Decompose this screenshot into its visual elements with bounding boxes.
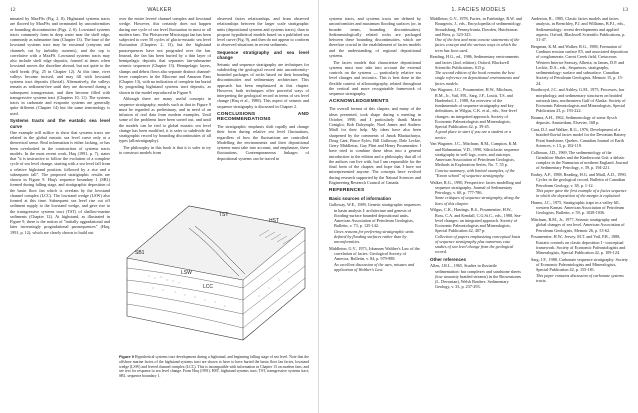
reference-note: Collection of papers emphasizing conceptual basis of sequence stratigraphy plus numerous case studies of sea level change from the geological record. <box>435 233 521 255</box>
figure-label: LCC <box>203 284 214 290</box>
reference-citation: Harms, J.C., 1975, Stratigraphic traps in a valley fill, western Kansas. American Association of Petroleum Geologists, Bulletin, v. 59, p. 1028-1036. <box>531 199 624 216</box>
reference-note: The second edition of the book remains the best single reference on depositional environments and facies models. <box>435 70 520 86</box>
section-heading: REFERENCES <box>329 188 365 194</box>
reference-citation: Galloway, W.E., 1989, Genetic stratigraphic sequences in basin analysis I: architecture and genesis of flooding-surface bounded depositional units. American Association of Petroleum Geologists, Bulletin, v. 73, p. 125-142. <box>329 202 421 229</box>
section-heading: Other references <box>430 257 467 262</box>
paragraph: Although there are many useful concepts in sequence stratigraphy, models such as that in Figure 9 must be regarded as preliminary, and in need of an infusion of real data from modern examples. Until some of the problems have been sorted out, and until the models can be tied to global eustatic sea level change has been modified, it is safer to subdivide the stratigraphic record by bounding discontinuities of all types (allostratigraphy). <box>119 96 211 144</box>
reference-item <box>531 257 628 283</box>
paragraph: The overall format of this chapter, and many of the ideas presented, took shape during a meeting in October, 1990, and I particularly thank Mario Coniglio, Bob Dalrymple, Noel James and Andrew Miall for their help. My ideas have also been sharpened by the comments of Janok Bhattacharya, Doug Cant, Bruce Eyles, Bill Galloway, Dale Leckie, Gerry Middleton, Guy Plint and Henry Posamentier. I have tried to combine these ideas into a general introduction to the edition and a philosophy that all of the authors can live with, but I am responsible for the final form of the chapter, and hope that I have not misrepresented anyone. The concepts have evolved during research supported by the Natural Sciences and Engineering Research Council of Canada. <box>329 106 421 185</box>
reference-item <box>531 200 628 216</box>
reference-citation: Van Wagoner, J.C., Mitchum, R.M., Campion, K.M. and Rahmanian, V.D., 1990, Siliciclastic sequence stratigraphy in well logs, cores, and outcrops. American Association of Petroleum Geologists, Methods in Exploration Series, No. 7, 55 p. <box>430 141 520 168</box>
reference-item <box>430 180 522 206</box>
paragraph: Seismic and sequence stratigraphy are techniques for subdividing the geological record into unconformity-bounded packages of rocks based on their bounding discontinuities and sedimentary architecture. This approach has been emphasized in this chapter. However, both techniques offer powerful ways of interpreting the geological record in terms of sea level change (Haq et al., 1988). This aspect of seismic and sequence stratigraphy is discussed in Chapter 2. <box>217 61 309 109</box>
figure-label: TST <box>219 212 229 218</box>
reference-citation: Reading, H.G., ed., 1986, Sedimentary environments and facies (2nd. edition). Oxford, Blackwell Scientific Publications, 615 p. <box>430 54 519 70</box>
left-column-1 <box>10 16 110 237</box>
left-column-3 <box>217 16 309 163</box>
section-heading: Basic sources of information <box>329 195 392 201</box>
reference-note: This paper contains discussion of carbonate systems tracts. <box>536 272 624 283</box>
reference-item <box>430 207 522 254</box>
reference-citation: Boothroyd, J.C. and Ashley, G.M., 1975, Processes, bar morphology, and sedimentary structures on braided outwash fans, northeastern Gulf of Alaska. Society of Economic Paleontologists and Mineralogists, Special Publication 23, p. 193-222. <box>531 87 626 114</box>
reference-citation: Allen, J.R.L., 1965, Studies in fluviatile sedimentation: bar complexes and sandstone sheets (low sinuosity braided streams) in the Brownstones (L. Devonian), Welsh Borders. Sedimentary Geology, v. 33, p. 237-293. <box>430 263 522 290</box>
reference-citation: Wilgus, C.K., Hastings, B.S., Posamentier, H.W., Ross, C.A. and Kendall, C.G.St.C., eds., 1988, Sea-level changes: an integrated approach. Society of Economic Paleontologists and Mineralogists, Special Publication 42, 407 p. <box>430 207 522 234</box>
paragraph: The facies models that characterize depositional systems must now take into account the external controls on the systems — particularly relative sea level changes and tectonics. This is best done in the flexible context of allostratigraphy, related throughout the vertical and more recognizable framework of sequence stratigraphy. <box>329 59 421 97</box>
reference-note: A good place to start if you are a student or a novice. <box>435 129 512 140</box>
reference-citation: Walker, R.G., 1990, Perspective: facies modelling and sequence stratigraphy. Journal of Sedimentary Petrology, v. 60, p. 777-786. <box>430 179 521 195</box>
reference-citation: Embry, A.F., 1988, Reading, H.G. and Miall, A.D., 1990, Cycles in the geological record. Bulletin of Canadian Petroleum Geology, v. 38, p. 1-12. <box>531 172 627 188</box>
running-head: 1. FACIES MODELS <box>451 7 506 13</box>
reference-note: Concise summary, with limited examples, of the "Exxon school" of sequence stratigraphy. <box>435 167 515 178</box>
reference-item <box>531 16 628 42</box>
reference-citation: Middleton, G.V., 1978, Facies, in Fairbridge, R.W. and Bourgeois, J., eds., Encyclopedia of sedimentology. Stroudsburg, Pennsylvania, Dowden, Hutchinson and Ross, p. 323-325. <box>430 16 522 37</box>
reference-citation: Van Wagoner, J.C., Posamentier, H.W., Mitchum, R.M., Jr., Vail, P.R., Sarg, J.F., Loutit, T.S. and Hardenbol, J., 1988, An overview of the fundamentals of sequence stratigraphy and key definitions, in Wilgus, C.K. et al., eds., Sea-level changes: an integrated approach. Society of Economic Paleontologists and Mineralogists, Special Publication 42, p. 39-45. <box>430 87 517 129</box>
figure-label: SB1 <box>135 250 145 256</box>
reference-item <box>531 150 628 171</box>
reference-note: Some critiques of sequence stratigraphy, along the lines of this chapter. <box>435 195 520 206</box>
reference-citation: Bouma, A.H., 1962, Sedimentology of some flysch deposits. Amsterdam, Elsevier, 168 p. <box>531 115 617 126</box>
reference-citation: Middleton, G.V., 1973, Johannes Walther's Law of the correlation of facies. Geological Society of America, Bulletin, v. 84, p. 979-988. <box>329 245 420 262</box>
paragraph: One example will suffice to show that systems tracts are related to the global eustatic sea level curve only at a theoretical sense. Real information is either lacking, or has been overlooked in the construction of systems tracts models. In the most recent work, Haq (1991, p. 7), states that "it is instructive to follow the evolution of a complete cycle of sea level change, starting with a sea level fall from a relative highstand position, followed by a rise and a subsequent fall". The proposed stratigraphic results are shown in Figure 9. Haq's sequence boundary 1 (SB1) formed during falling stage, and stratigraphic deposition of the basin floor fan which is overlain by the lowstand channel complex (LCC). The lowstand wedge (LSW) also formed at this time. Subsequent sea level rise cut off sediment supply to the lowstand wedge, and gave rise to the transgressive systems tract (TST) of shallow-marine sediments (Chapter 12). At highstand, as illustrated in Figure 9, there is the notion of "initially aggradational and later increasingly progradational parasequences" (Haq, 1991, p. 12), which are clearly shown to build out <box>10 129 110 235</box>
reference-note: An excellent discussion of the uses, misuses and application of Walther's Law. <box>334 261 415 272</box>
reference-item <box>430 54 522 86</box>
reference-citation: Cant, D.J. and Walker, R.G., 1976, Development of a braided-fluvial facies model for the Devonian Battery Point Sandstone, Quebec. Canadian Journal of Earth Sciences, v. 13, p. 102-119. <box>531 127 626 148</box>
left-column-2 <box>119 16 211 157</box>
reference-item <box>430 263 522 289</box>
reference-note: One of the best and most concise statements of the facies concept and the various ways in which the term has been used. <box>435 37 520 53</box>
reference-note: This paper gave the first example of a facies sequence in which the deposition of the margin is explained. <box>536 187 627 198</box>
reference-item <box>430 141 522 178</box>
reference-item <box>531 172 628 198</box>
reference-citation: Collinson, J.D., 1969, The sedimentology of the Grindslow Shales and the Kinderscout Grit: a deltaic complex in the Namurian of northern England. Journal of Sedimentary Petrology, v. 39, p. 194-221. <box>531 149 628 171</box>
figure-caption <box>119 355 309 379</box>
reference-item <box>329 246 421 272</box>
reference-citation: Bergman, K.M. and Walker, R.G., 1988, Formation of Cardium erosion surface E5, and associated deposition of conglomerate, Carrot Creek field, Cretaceous Western Interior Seaway, Alberta, in James, D.P. and Leckie, D.A., eds., Sequences, stratigraphy, sedimentology: surface and subsurface. Canadian Society of Petroleum Geologists, Memoir 15, p. 15-24. <box>531 43 628 86</box>
reference-item <box>430 16 522 53</box>
paragraph: The stratigraphic emphasis shift rapidly and change their form during relative sea level fluctuations, regardless of how the fluctuations are controlled. Modelling the environments and their depositional systems must take into account, and emphasize, these fluctuations. Contemporaneous linkages of depositional systems can be traced in <box>217 124 309 161</box>
right-column-2 <box>430 16 522 291</box>
section-heading: Systems tracts and the eustatic sea level curve <box>10 118 110 129</box>
figure-caption-text: Hypothetical systems tract development during a highstand, and beginning falling stage of sea level. Note that the offshore marine facies of the highstand systems tract are shown to have to have buried the basin floor fan facies, lowstand wedge (LSW) and leveed channel complex (LCC). This is incompatible with information in Chapter 13 on modern fans, and see text for response to sea level change. From Haq (1991). HST, highstand systems tract; TST, transgressive systems tract; SB1, sequence boundary 1. <box>119 355 309 379</box>
reference-item <box>531 87 628 113</box>
reference-item <box>430 87 522 140</box>
paragraph: observed facies relationships, and from observed relationships between the larger scale stratigraphic units (depositional systems and systems tracts), than to propose hypothetical models based on a published sea level curve (Fig. 9), and then do not appear to conform to observed situations in recent sediments. <box>217 16 309 48</box>
section-heading: ACKNOWLEDGEMENTS <box>329 99 389 105</box>
reference-citation: Mitchum, R.M., Jr., 1977, Seismic stratigraphy and global changes of sea level. American Association of Petroleum Geologists, Memoir 26, p. 53-62. <box>531 217 625 233</box>
right-column-1 <box>329 16 421 274</box>
figure-9-block-diagram <box>119 188 309 352</box>
reference-citation: Sarg, J.F., 1988, Carbonate sequence stratigraphy. Society of Economic Paleontologists and Mineralogists, Special Publication 42, p. 155-181. <box>531 256 629 273</box>
figure-label: LSW <box>181 270 192 276</box>
figure-label: HST <box>269 218 279 224</box>
reference-citation: Anderton, R., 1985, Clastic facies models and facies analysis, in Brenchley, P.J. and Williams, B.P.J., eds., Sedimentology: recent developments and applied aspects. Oxford, Blackwell Scientific Publications, p. 31-47. <box>531 16 626 42</box>
right-page <box>319 0 638 413</box>
reference-item <box>329 202 421 244</box>
page-number: 12 <box>10 7 16 13</box>
reference-item <box>531 217 628 233</box>
reference-list <box>329 202 421 272</box>
section-heading: Sequence stratigraphy and sea level change <box>217 50 309 61</box>
figure-caption-label: Figure 9 <box>119 355 134 359</box>
paragraph: minated by MaxFSs (Fig. 2, 8). Highstand systems tracts are floored by MaxFSs and terminated by unconformities or bounding discontinuities (Figs. 2, 6). Lowstand systems tracts commonly form in deep water near the shelf edge, commonly as submarine fans (Chapter 13). The base of the lowstand systems tract may be erosional (canyons and channels cut by turbidity currents), and the top is correlative with a MaxFS. Lowstand systems tracts may also include shelf edge deposits, formed at times when lowstand moves the shoreline abroad, but not quite to the shelf break (Fig. 25 in Chapter 12). At this time, river valleys become incised, and may fill with lowstand systems tract deposits (fluvial). Alternatively, the valleys remain as sediment-free until they are drowned during a subsequent transgression, and then become filled with transgressive systems tract (Chapters 10, 11). The systems tracts in carbonate and evaporite systems are generally quite different (Chapter 14) but the same terminology is used. <box>10 16 110 116</box>
reference-note: Gives reasons for preferring stratigraphic units defined by flooding surfaces rather than by unconformities. <box>334 228 414 245</box>
right-column-3 <box>531 16 628 285</box>
running-head: WALKER <box>147 7 172 13</box>
paragraph: The philosophy in this book is that it is safer to try to construct models from <box>119 145 211 156</box>
paragraph: systems tracts, and systems tracts are defined by unconformities and maximum flooding surfaces (or, in broader terms, bounding discontinuities). Sedimentologically related rocks are packaged between these bounding discontinuities, which are therefore crucial in the establishment of facies models and the understanding of regional depositional systems. <box>329 16 421 58</box>
reference-item <box>531 115 628 126</box>
section-heading: CONCLUSIONS AND RECOMMENDATIONS <box>217 111 309 123</box>
reference-item <box>531 44 628 86</box>
page-number: 13 <box>622 7 628 13</box>
reference-citation: Posamentier, H.W., Jervey, M.T. and Vail, P.R., 1988, Eustatic controls on clastic deposition I - conceptual framework. Society of Economic Paleontologists and Mineralogists, Special Publication 42, p. 109-124. <box>531 234 626 255</box>
paragraph: over the entire leveed channel complex and lowstand wedge. However, this certainly does not happen during one cycle of sea level fluctuation in most or all modern fans. The Pleistocene Mississippi fan has been subjected to over 50 cycles of glacio-eustatic sea level fluctuation (Chapters 2, 13), but the highstand parasequences have not prograded over the fan. Instead, the fan has been buried by a thin layer of hemipelagic deposits that separates fan-submarine seismic sequences (Chapter 13). Hemipelagic layers, slumps and debris flows also separate distinct channel-levee complexes in the Miocene and Amazon Fans (Chapter 13), with no indication of complete fan burial by prograding highstand systems tract deposits, as shown in the model reproduced in Figure 9. <box>119 16 211 95</box>
reference-item <box>531 127 628 148</box>
reference-item <box>531 234 628 255</box>
